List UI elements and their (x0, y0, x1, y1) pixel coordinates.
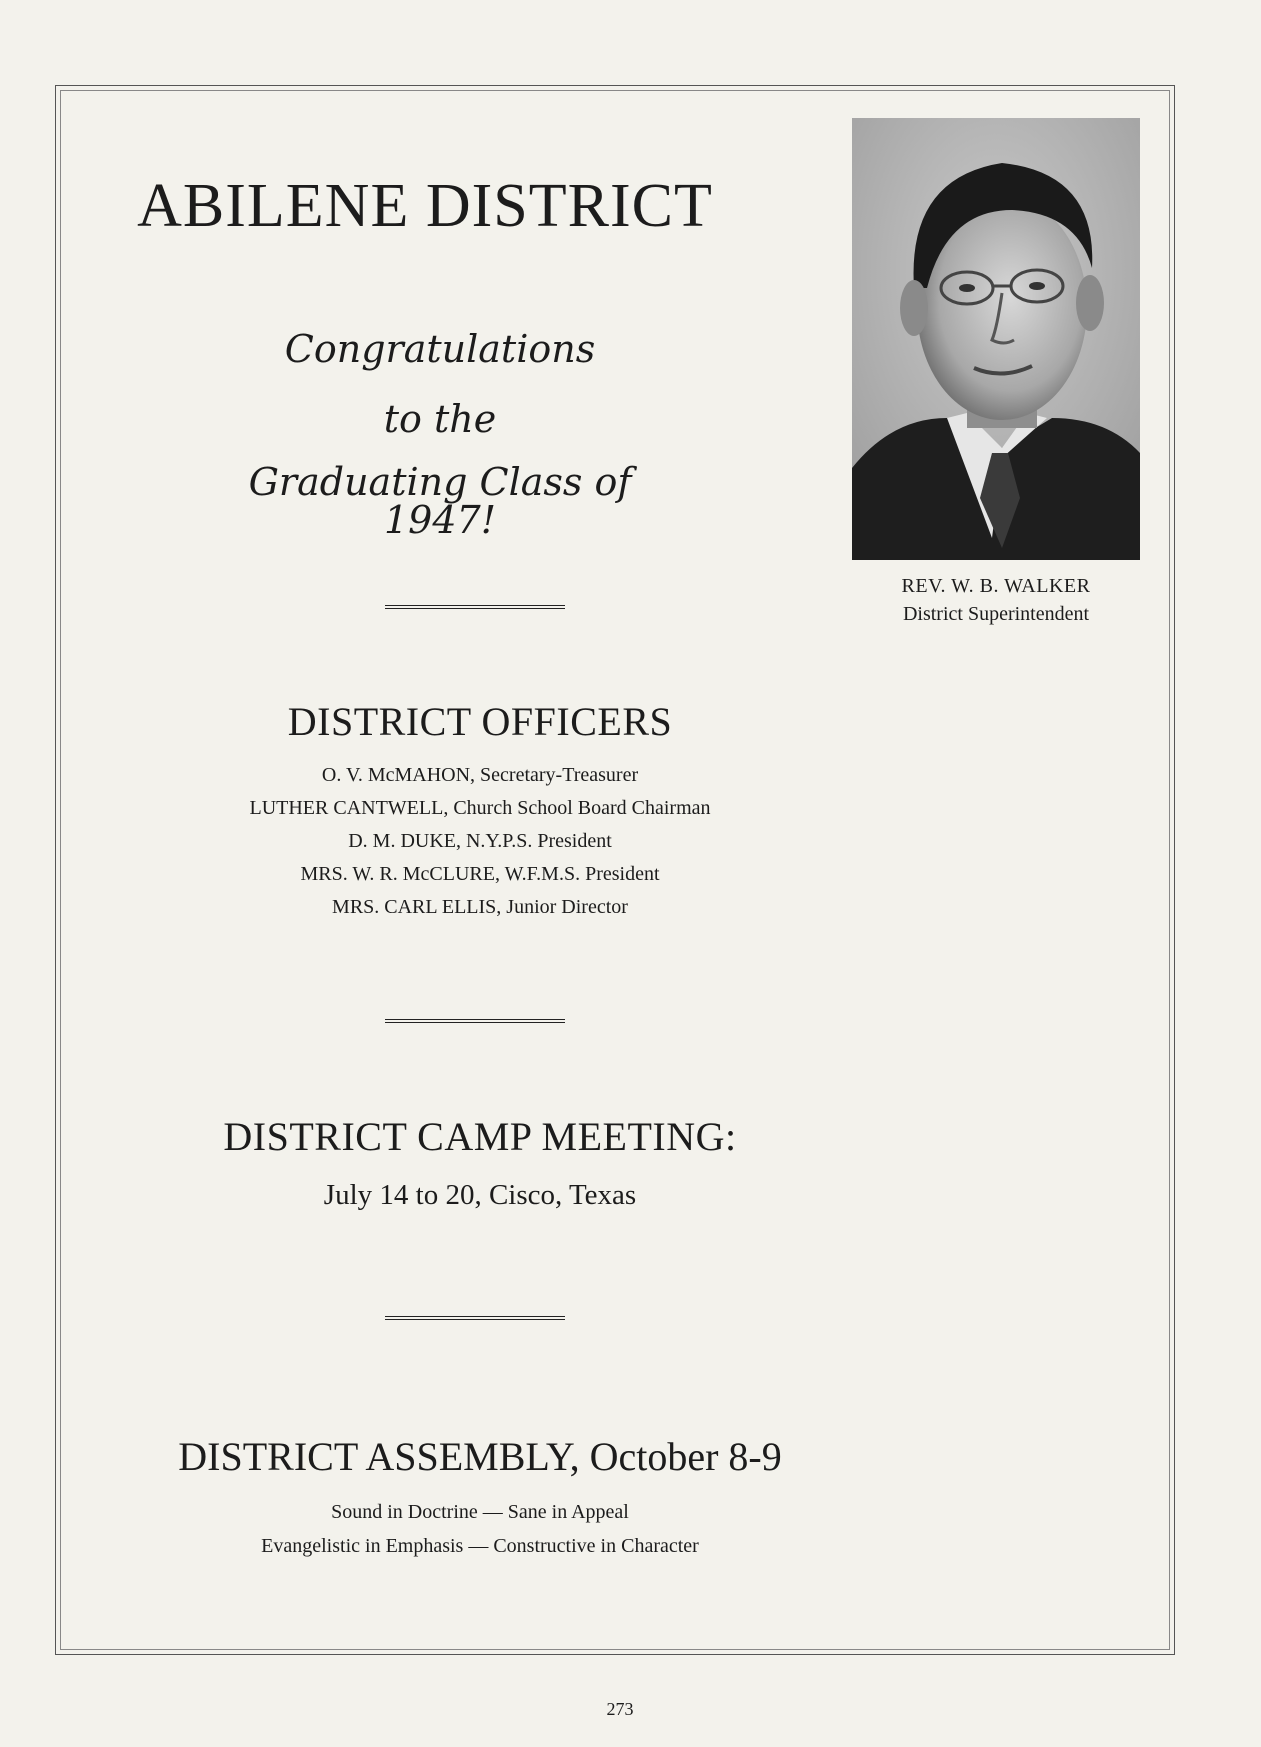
divider (385, 605, 565, 609)
assembly-heading: DISTRICT ASSEMBLY, October 8-9 (178, 1434, 782, 1479)
assembly-motto-line-1: Sound in Doctrine — Sane in Appeal (331, 1501, 629, 1523)
portrait-name: REV. W. B. WALKER (901, 575, 1091, 597)
congratulations-line-2: to the (383, 397, 497, 441)
portrait-photo (852, 118, 1140, 560)
camp-meeting-details: July 14 to 20, Cisco, Texas (323, 1179, 637, 1211)
congratulations-line-3: Graduating Class of 1947! (248, 460, 632, 542)
congratulations-line-1: Congratulations (284, 327, 596, 371)
page-title: ABILENE DISTRICT (137, 172, 713, 240)
camp-meeting-heading: DISTRICT CAMP MEETING: (223, 1114, 737, 1159)
officer-item: LUTHER CANTWELL, Church School Board Chairman (249, 797, 711, 819)
page-number: 273 (606, 1699, 634, 1719)
assembly-motto-line-2: Evangelistic in Emphasis — Constructive in Character (261, 1535, 699, 1557)
divider (385, 1316, 565, 1320)
officer-item: MRS. W. R. McCLURE, W.F.M.S. President (300, 863, 660, 885)
officers-list (150, 765, 810, 930)
officer-item: MRS. CARL ELLIS, Junior Director (332, 896, 628, 918)
officer-item: D. M. DUKE, N.Y.P.S. President (348, 830, 612, 852)
divider (385, 1019, 565, 1023)
officer-item: O. V. McMAHON, Secretary-Treasurer (321, 764, 639, 786)
officers-heading: DISTRICT OFFICERS (287, 699, 673, 744)
portrait-role: District Superintendent (902, 603, 1090, 625)
